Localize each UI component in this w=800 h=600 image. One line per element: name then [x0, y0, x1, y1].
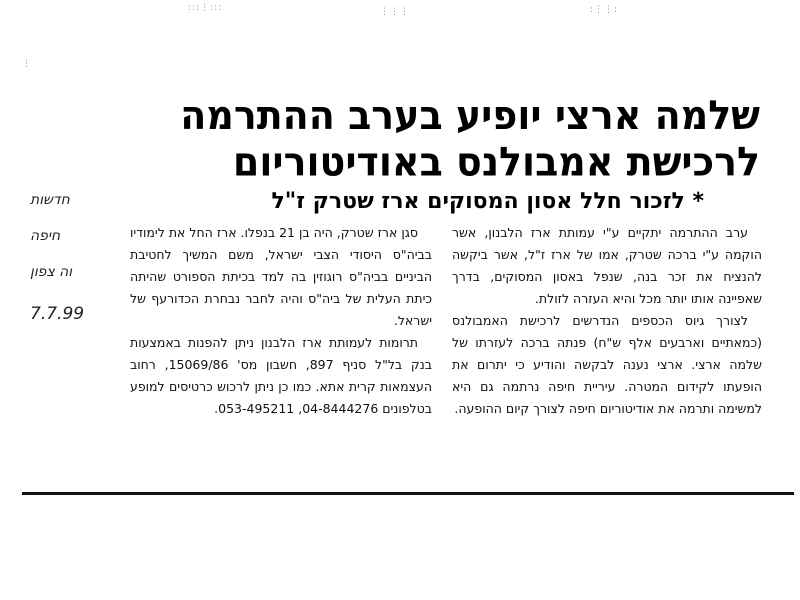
article-paragraph: סגן ארז שטרק, היה בן 21 בנפלו. ארז החל את לימודיו בביה"ס היסודי הצבי ישראל, משם המשיך לחטיבת הביניים בביה"ס רוגוזין בה למד בכיתת הספורט שהיתה כיתת העלית של ביה"ס והיה לחבר נבחרת הכדורעף של ישראל.	[130, 225, 432, 328]
article-subheadline: * לזכור חלל אסון המסוקים ארז שטרק ז"ל	[271, 189, 704, 214]
article-column-left	[130, 222, 432, 420]
article-paragraph: ערב ההתרמה יתקיים ע"י עמותת ארז הלבנון, אשר הוקמה ע"י ברכה שטרק, אמו של ארז ז"ל, אשר ביקשה להנציח את זכר בנה, שנפל באסון המסוקים, בדרך שאפיינה אותו יותר מכל והיא העזרה לזולת.	[452, 225, 762, 306]
handwritten-source-line2: חיפה	[30, 228, 61, 244]
article-headline: שלמה ארצי יופיע בערב ההתרמה לרכישת אמבולנס באודיטוריום	[180, 92, 760, 186]
scan-noise: :⋮⋮:	[590, 5, 619, 15]
article-column-right	[452, 222, 762, 420]
article-paragraph: תרומות לעמותת ארז הלבנון ניתן להפנות באמצעות בנק בל"ל סניף 897, חשבון מס' 15069/86, רחוב העצמאות קרית אתא. כמו כן ניתן לרכוש כרטיסים למופע בטלפונים 04-8444276, 053-495211.	[130, 335, 432, 416]
bottom-divider	[22, 492, 794, 495]
scan-noise: :::⋮:::	[188, 3, 223, 13]
handwritten-source-line3: וה צפון	[30, 264, 73, 280]
article-paragraph: לצורך גיוס הכספים הנדרשים לרכישת האמבולנס (כמאתיים וארבעים אלף ש"ח) פנתה ברכה לעזרתו של שלמה ארצי. ארצי נענה לבקשה והודיע כי יתרום את הופעתו לקידום המטרה. עיריית חיפה נרתמה גם היא למשימה ותרמה את אודיטוריום חיפה לצורך קיום ההופעה.	[452, 313, 762, 416]
handwritten-date: 7.7.99	[30, 304, 85, 324]
handwritten-source-line1: חדשות	[30, 192, 70, 208]
scan-noise: ⋮	[22, 59, 32, 69]
scan-noise: ⋮⋮⋮	[380, 7, 410, 17]
handwritten-note	[30, 182, 130, 332]
